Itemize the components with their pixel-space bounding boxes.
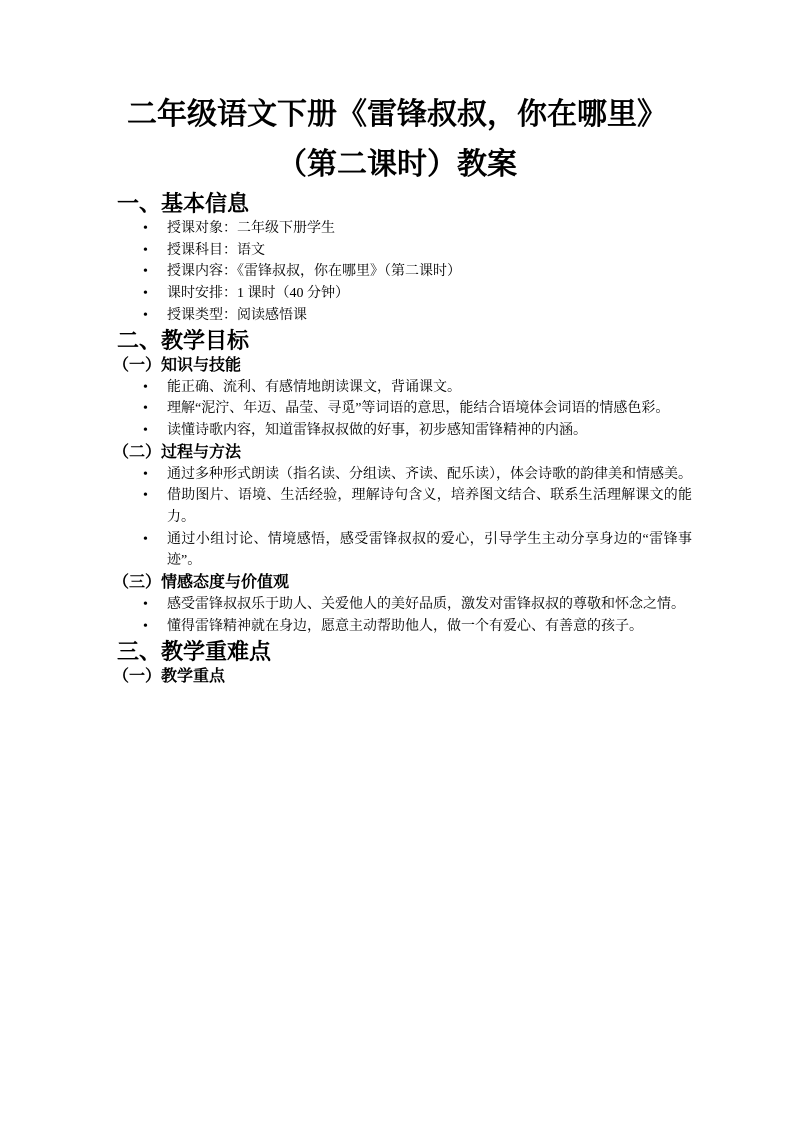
subsection-heading-knowledge-skills: （一）知识与技能 (113, 356, 242, 374)
list-item: • 借助图片、语境、生活经验，理解诗句含义，培养图文结合、联系生活理解课文的能力。 (167, 485, 692, 528)
list-item: • 授课内容：《雷锋叔叔，你在哪里》（第二课时） (167, 261, 692, 283)
list-item: • 授课类型：阅读感悟课 (167, 305, 692, 327)
basic-info-list (117, 218, 692, 327)
list-item: • 授课对象：二年级下册学生 (167, 218, 692, 240)
list-item: • 理解“泥泞、年迈、晶莹、寻觅”等词语的意思，能结合语境体会词语的情感色彩。 (167, 398, 692, 420)
subsection-heading-teaching-focus: （一）教学重点 (113, 667, 226, 685)
process-method-list (117, 464, 692, 573)
section-heading-basic-info: 一、基本信息 (117, 191, 250, 216)
list-item: • 课时安排：1 课时（40 分钟） (167, 283, 692, 305)
subsection-heading-emotion-values: （三）情感态度与价值观 (113, 574, 290, 592)
list-item: • 感受雷锋叔叔乐于助人、关爱他人的美好品质，激发对雷锋叔叔的尊敬和怀念之情。 (167, 594, 692, 616)
list-item: • 读懂诗歌内容，知道雷锋叔叔做的好事，初步感知雷锋精神的内涵。 (167, 420, 692, 442)
list-item: • 通过小组讨论、情境感悟，感受雷锋叔叔的爱心，引导学生主动分享身边的“雷锋事迹”。 (167, 529, 692, 572)
list-item: • 通过多种形式朗读（指名读、分组读、齐读、配乐读），体会诗歌的韵律美和情感美。 (167, 464, 692, 486)
section-heading-key-points: 三、教学重难点 (117, 638, 272, 664)
emotion-values-list (117, 594, 692, 637)
list-item: • 懂得雷锋精神就在身边，愿意主动帮助他人，做一个有爱心、有善意的孩子。 (167, 616, 692, 638)
knowledge-skills-list (117, 377, 692, 442)
list-item: • 能正确、流利、有感情地朗读课文，背诵课文。 (167, 377, 692, 399)
section-heading-objectives: 二、教学目标 (117, 327, 250, 353)
doc-title: 二年级语文下册《雷锋叔叔，你在哪里》（第二课时）教案 (127, 98, 667, 181)
subsection-heading-process-method: （二）过程与方法 (113, 443, 242, 461)
list-item: • 授课科目：语文 (167, 240, 692, 262)
